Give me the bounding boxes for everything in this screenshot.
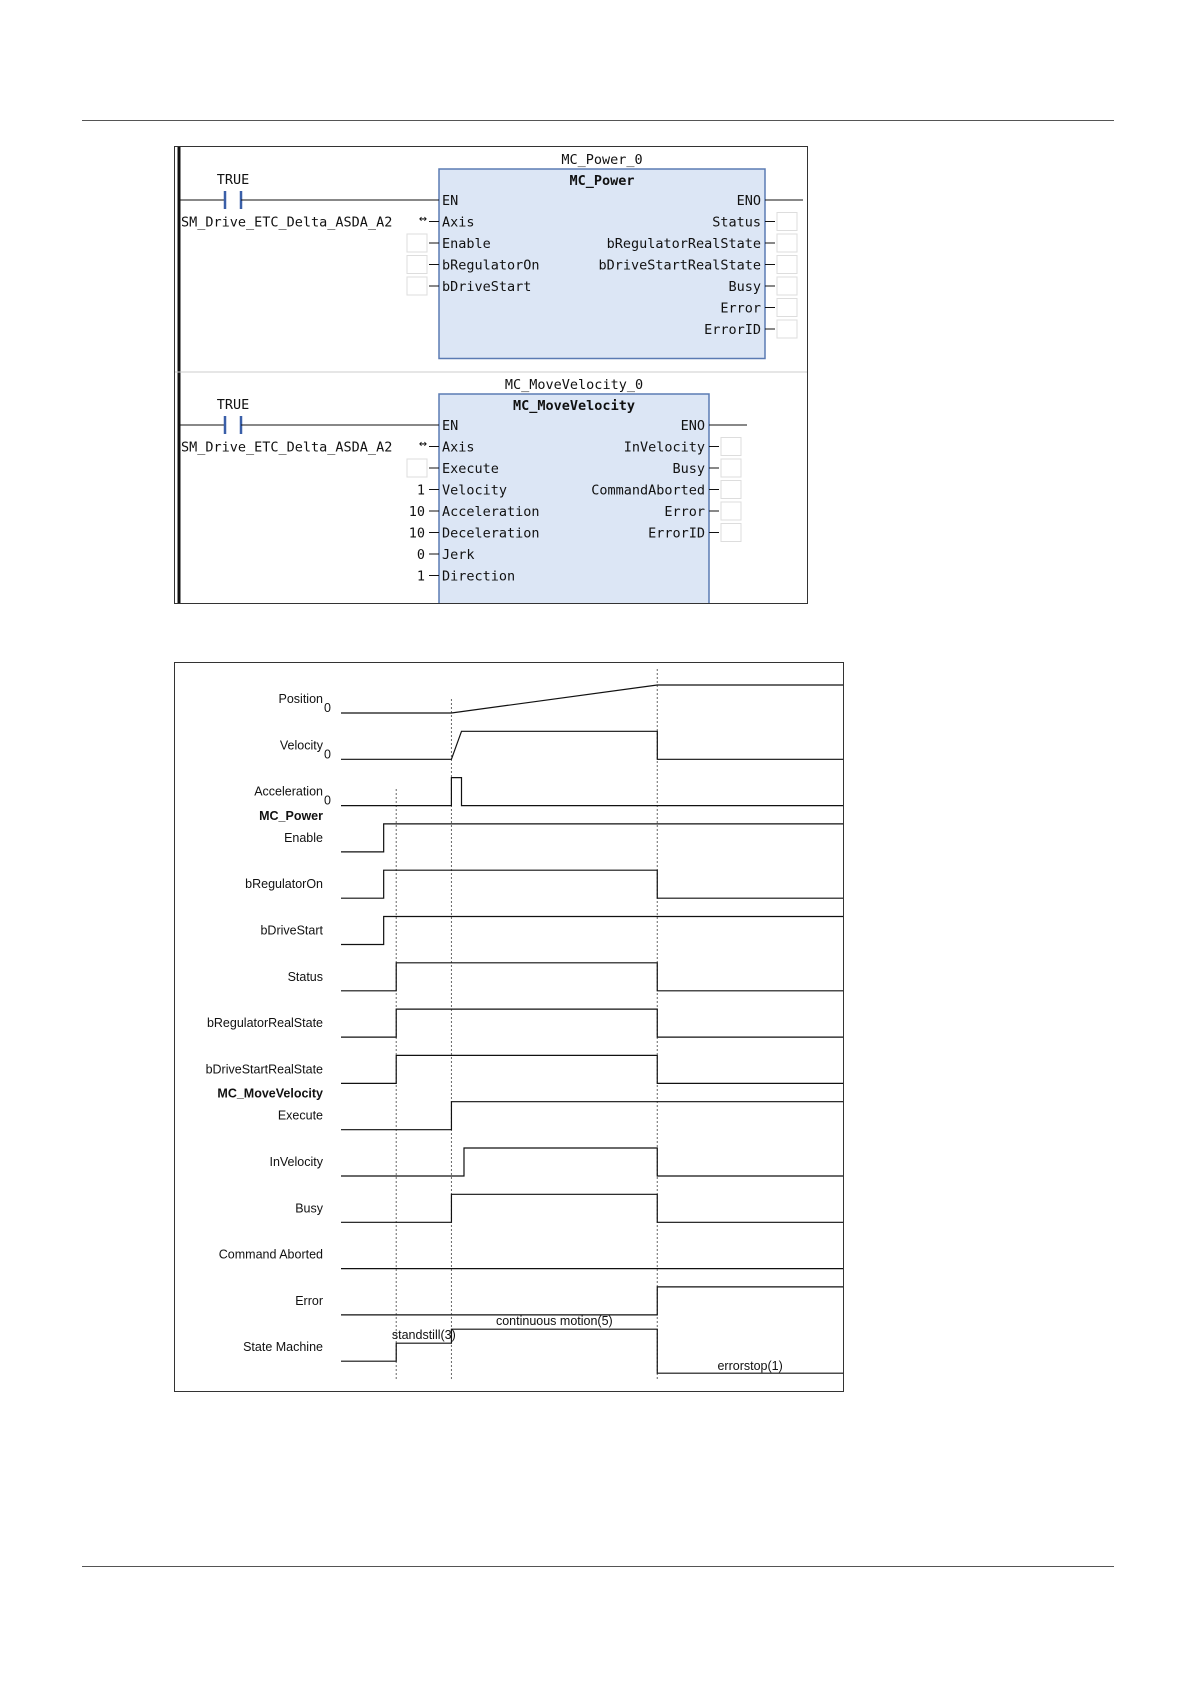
signal-group-label: MC_Power <box>259 808 323 823</box>
output-empty-box <box>721 438 741 456</box>
digital-waveform <box>341 870 843 898</box>
ladder-diagram <box>174 146 808 604</box>
block-input-label: bDriveStart <box>442 279 532 295</box>
analog-waveform <box>341 731 843 759</box>
signal-group-label: MC_MoveVelocity <box>217 1086 323 1101</box>
signal-label: State Machine <box>243 1340 323 1355</box>
digital-waveform <box>341 1287 843 1315</box>
bidirectional-arrow-icon: ↔ <box>418 435 428 452</box>
block-output-label: bDriveStartRealState <box>598 257 761 274</box>
block-output-label: CommandAborted <box>591 482 705 499</box>
block-output-label: ErrorID <box>704 322 761 338</box>
input-empty-box <box>407 459 427 477</box>
block-output-label: ENO <box>736 193 761 209</box>
signal-label: bDriveStartRealState <box>205 1062 323 1077</box>
instance-name: MC_Power_0 <box>561 152 643 168</box>
input-value: 1 <box>416 482 425 499</box>
digital-waveform <box>341 1055 843 1083</box>
output-empty-box <box>777 256 797 274</box>
block-output-label: ENO <box>680 418 705 434</box>
block-type: MC_MoveVelocity <box>513 398 635 414</box>
input-value: 0 <box>416 547 425 563</box>
state-label: continuous motion(5) <box>495 1314 613 1329</box>
digital-waveform <box>341 1194 843 1222</box>
digital-waveform <box>341 917 843 945</box>
signal-label: Error <box>295 1293 323 1308</box>
block-output-label: ErrorID <box>648 525 705 542</box>
signal-label: Velocity <box>279 738 323 753</box>
block-input-label: Acceleration <box>442 504 540 520</box>
block-input-label: Execute <box>442 461 499 477</box>
output-empty-box <box>777 320 797 338</box>
timing-svg <box>175 663 843 1391</box>
input-empty-box <box>407 256 427 274</box>
zero-level-label: 0 <box>324 747 331 762</box>
signal-label: Execute <box>277 1108 323 1123</box>
input-value: 1 <box>416 568 425 585</box>
contact-label: TRUE <box>216 172 250 188</box>
digital-waveform <box>341 963 843 991</box>
block-input-label: Enable <box>442 236 491 252</box>
block-input-label: EN <box>442 193 459 209</box>
signal-label: Busy <box>295 1201 323 1216</box>
block-input-label: Direction <box>442 568 516 585</box>
block-input-label: bRegulatorOn <box>442 257 540 274</box>
input-empty-box <box>407 234 427 252</box>
signal-label: Enable <box>284 830 323 845</box>
input-value: 10 <box>408 504 425 520</box>
state-label: errorstop(1) <box>717 1359 783 1374</box>
block-input-label: Jerk <box>442 547 475 563</box>
contact-label: TRUE <box>216 397 250 413</box>
signal-label: Status <box>287 969 323 984</box>
block-output-label: bRegulatorRealState <box>606 236 761 252</box>
block-output-label: Busy <box>672 461 705 477</box>
digital-waveform <box>341 1102 843 1130</box>
output-empty-box <box>721 502 741 520</box>
axis-variable: SM_Drive_ETC_Delta_ASDA_A2 <box>181 439 393 456</box>
state-label: standstill(3) <box>391 1328 456 1343</box>
zero-level-label: 0 <box>324 701 331 715</box>
block-output-label: Status <box>712 214 761 231</box>
analog-waveform <box>341 685 843 713</box>
timing-diagram <box>174 662 844 1392</box>
output-empty-box <box>777 213 797 231</box>
digital-waveform <box>341 1009 843 1037</box>
signal-label: Position <box>278 692 323 706</box>
bottom-rule <box>82 1566 1114 1567</box>
output-empty-box <box>777 277 797 295</box>
block-input-label: Deceleration <box>442 525 540 542</box>
block-type: MC_Power <box>569 173 635 189</box>
output-empty-box <box>721 459 741 477</box>
signal-label: Acceleration <box>254 784 323 799</box>
instance-name: MC_MoveVelocity_0 <box>504 377 644 393</box>
block-input-label: EN <box>442 418 459 434</box>
input-empty-box <box>407 277 427 295</box>
block-input-label: Axis <box>442 214 475 231</box>
digital-waveform <box>341 1148 843 1176</box>
block-input-label: Velocity <box>442 482 508 499</box>
ladder-svg <box>175 147 807 603</box>
output-empty-box <box>721 481 741 499</box>
top-rule <box>82 120 1114 121</box>
output-empty-box <box>777 299 797 317</box>
output-empty-box <box>777 234 797 252</box>
output-empty-box <box>721 524 741 542</box>
signal-label: bDriveStart <box>260 923 323 938</box>
block-output-label: Error <box>664 504 705 520</box>
block-input-label: Axis <box>442 439 475 456</box>
block-output-label: InVelocity <box>623 439 705 456</box>
analog-waveform <box>341 778 843 806</box>
block-output-label: Busy <box>728 279 761 295</box>
signal-label: bRegulatorOn <box>245 877 323 892</box>
signal-label: InVelocity <box>269 1155 323 1169</box>
bidirectional-arrow-icon: ↔ <box>418 210 428 227</box>
signal-label: bRegulatorRealState <box>206 1016 323 1031</box>
input-value: 10 <box>408 525 425 542</box>
axis-variable: SM_Drive_ETC_Delta_ASDA_A2 <box>181 214 393 231</box>
digital-waveform <box>341 824 843 852</box>
block-output-label: Error <box>720 300 761 317</box>
signal-label: Command Aborted <box>218 1247 323 1262</box>
zero-level-label: 0 <box>324 793 331 808</box>
